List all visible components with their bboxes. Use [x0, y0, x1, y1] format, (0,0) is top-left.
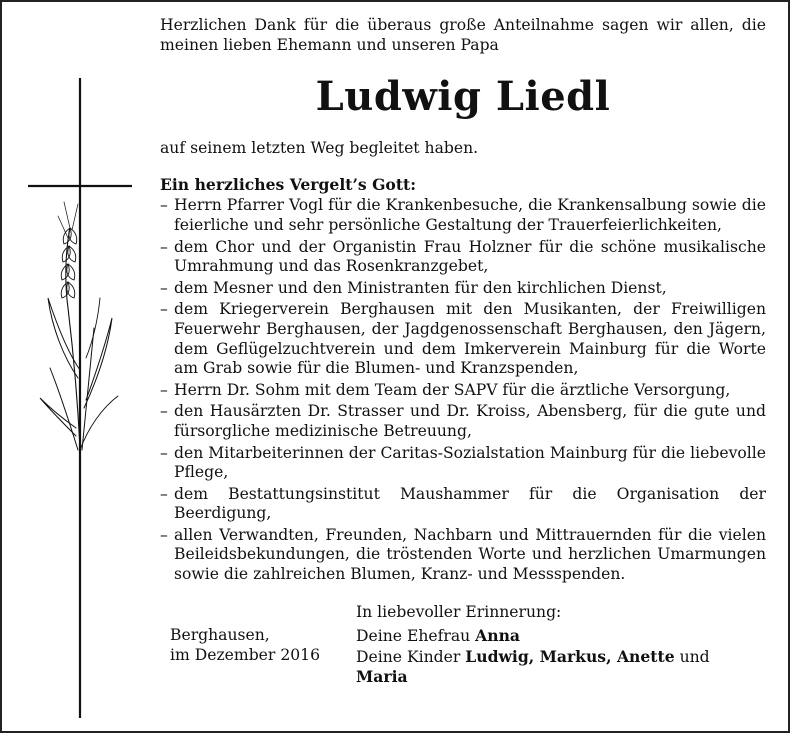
list-item: – Herrn Dr. Sohm mit dem Team der SAPV für die ärztliche Versorgung, — [160, 381, 766, 401]
children-prefix: Deine Kinder — [356, 647, 461, 666]
date: im Dezember 2016 — [170, 645, 320, 664]
thanks-list — [160, 196, 766, 584]
place-date — [160, 626, 356, 688]
signoff — [160, 626, 766, 688]
list-item: – den Hausärzten Dr. Strasser und Dr. Kroiss, Abensberg, für die gute und fürsorgliche medizinische Betreuung, — [160, 402, 766, 441]
outro-text: auf seinem letzten Weg begleitet haben. — [160, 139, 479, 158]
wife-name: Anna — [475, 626, 521, 646]
wife-prefix: Deine Ehefrau — [356, 627, 471, 646]
list-item: – dem Bestattungsinstitut Maushammer für die Organisation der Beerdigung, — [160, 485, 766, 524]
children-line — [356, 647, 766, 688]
children-names: Ludwig, Markus, Anette — [465, 646, 675, 666]
list-item: – dem Mesner und den Ministranten für den kirchlichen Dienst, — [160, 279, 766, 299]
deceased-name: Ludwig Liedl — [315, 73, 611, 121]
cross-with-wheat-icon — [28, 78, 132, 718]
list-item: – dem Chor und der Organistin Frau Holzner für die schöne musikalische Umrahmung und das Rosenkranzgebet, — [160, 238, 766, 277]
list-item: – allen Verwandten, Freunden, Nachbarn und Mittrauernden für die vielen Beileidsbekundungen, die tröstenden Worte und herzlichen Umarmungen sowie die zahlreichen Blumen, Kranz- und Messspenden. — [160, 526, 766, 585]
memory-line: In liebevoller Erinnerung: — [356, 602, 562, 621]
list-item: – dem Kriegerverein Berghausen mit den Musikanten, der Freiwilligen Feuerwehr Berghausen, der Jagdgenossenschaft Berghausen, den Jägern, dem Geflügelzuchtverein und dem Imkerverein Mainburg für die Worte am Grab sowie für die Blumen- und Kranzspenden, — [160, 300, 766, 378]
wife-line — [356, 626, 766, 647]
children-last: Maria — [356, 667, 408, 687]
family-signatures — [356, 626, 766, 688]
thanks-heading: Ein herzliches Vergelt’s Gott: — [160, 174, 416, 194]
list-item: – den Mitarbeiterinnen der Caritas-Sozialstation Mainburg für die liebevolle Pflege, — [160, 444, 766, 483]
intro-text: Herzlichen Dank für die überaus große Anteilnahme sagen wir allen, die meinen lieben Ehemann und unseren Papa — [160, 16, 766, 54]
notice-content — [160, 16, 766, 688]
children-and: und — [679, 647, 710, 666]
place: Berghausen, — [170, 626, 270, 645]
list-item: – Herrn Pfarrer Vogl für die Krankenbesuche, die Krankensalbung sowie die feierliche und sehr persönliche Gestaltung der Trauerfeierlichkeiten, — [160, 196, 766, 235]
